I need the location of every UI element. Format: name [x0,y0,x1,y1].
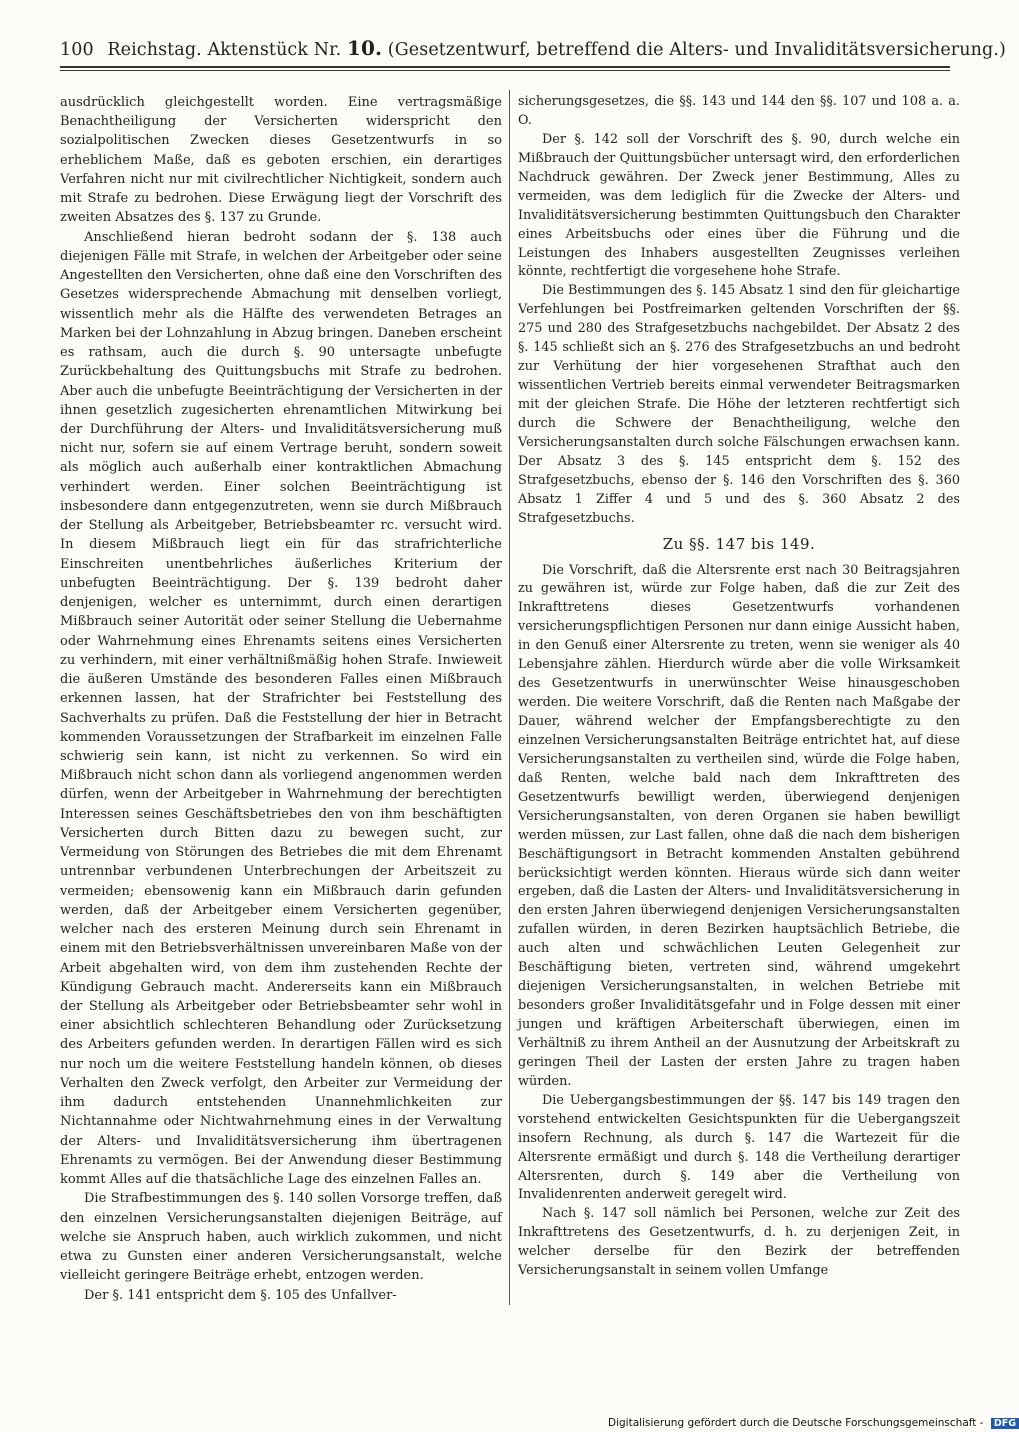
section-heading: Zu §§. 147 bis 149. [662,534,816,553]
paragraph: Die Bestimmungen des §. 145 Absatz 1 sind den für gleichartige Verfehlungen bei Postfreimarken geltenden Vorschriften der §§. 275 und 280 des Strafgesetzbuchs nachgebildet. Der Absatz 2 des §. 145 schließt sich an §. 276 des Strafgesetzbuchs an und bedroht zur Verhütung der hier vorgesehenen Strafthat auch den wissentlichen Vertrieb bereits einmal verwendeter Beitragsmarken mit der gleichen Strafe. Die Höhe der letzteren rechtfertigt sich durch die Schwere der Benachtheiligung, welche den Versicherungsanstalten durch solche Fälschungen erwachsen kann. Der Absatz 3 des §. 145 entspricht dem §. 152 des Strafgesetzbuchs, ebenso der §. 146 den Vorschriften des §. 360 Absatz 1 Ziffer 4 und 5 und des §. 360 Absatz 2 des Strafgesetzbuchs. [518,283,960,526]
paragraph: sicherungsgesetzes, die §§. 143 und 144 den §§. 107 und 108 a. a. O. [518,94,960,128]
right-column [518,93,960,1281]
page-header [60,36,1006,60]
header-rule-bottom [60,70,950,71]
header-rule-top [60,66,950,68]
paragraph: Der §. 141 entspricht dem §. 105 des Unfallver- [84,1287,397,1303]
header-title: (Gesetzentwurf, betreffend die Alters- und Invaliditätsversicherung.) [387,40,1006,60]
paragraph: ausdrücklich gleichgestellt worden. Eine vertragsmäßige Benachtheiligung der Versicherten widerspricht den sozialpolitischen Zwecken dieses Gesetzentwurfs in so erheblichem Maße, daß es geboten erschien, ein derartiges Verfahren nicht nur mit civilrechtlicher Nichtigkeit, sondern auch mit Strafe zu bedrohen. Diese Erwägung liegt der Vorschrift des zweiten Absatzes des §. 137 zu Grunde. [60,95,502,226]
paragraph: Die Uebergangsbestimmungen der §§. 147 bis 149 tragen den vorstehend entwickelten Gesichtspunkten für die Uebergangszeit insofern Rechnung, als durch §. 147 die Wartezeit für die Altersrente ermäßigt und durch §. 148 die Vertheilung derartiger Altersrenten, durch §. 149 aber die Vertheilung von Invalidenrenten anderweit geregelt wird. [518,1092,960,1203]
page-number: 100 [60,40,94,60]
digitization-footer [608,1417,1019,1429]
paragraph: Der §. 142 soll der Vorschrift des §. 90, durch welche ein Mißbrauch der Quittungsbücher untersagt wird, den erforderlichen Nachdruck gewähren. Der Zweck jener Bestimmung, Alles zu vermeiden, was dem lediglich für die Zwecke der Alters- und Invaliditätsversicherung bestimmten Quittungsbuch den Charakter eines Arbeitsbuchs oder eines über die Führung und die Leistungen des Inhabers ausgestellten Zeugnisses verleihen könnte, rechtfertigt die vorgesehene hohe Strafe. [518,131,960,280]
paragraph: Die Vorschrift, daß die Altersrente erst nach 30 Beitragsjahren zu gewähren ist, würde zur Folge haben, daß die zur Zeit des Inkrafttretens dieses Gesetzentwurfs vorhandenen versicherungspflichtigen Personen nur dann einige Aussicht haben, in den Genuß einer Altersrente zu treten, wenn sie weniger als 40 Lebensjahre zählen. Hierdurch würde aber die volle Wirksamkeit des Gesetzentwurfs in unerwünschter Weise hinausgeschoben werden. Die weitere Vorschrift, daß die Renten nach Maßgabe der Dauer, während welcher der Empfangsberechtigte zu den einzelnen Versicherungsanstalten Beiträge entrichtet hat, auf diese Versicherungsanstalten zu vertheilen sind, würde die Folge haben, daß Renten, welche bald nach dem Inkrafttreten des Gesetzentwurfs bewilligt werden, überwiegend denjenigen Versicherungsanstalten, von deren Organen sie haben bewilligt werden müssen, zur Last fallen, ohne daß die nach dem bisherigen Beschäftigungsort in Betracht kommenden Anstalten gebührend berücksichtigt werden könnten. Hieraus würde sich dann weiter ergeben, daß die Lasten der Alters- und Invaliditätsversicherung in den ersten Jahren überwiegend denjenigen Versicherungsanstalten zufallen würden, in deren Bezirken hauptsächlich Betriebe, die auch alten und schwächlichen Leuten Gelegenheit zur Beschäftigung bieten, vertreten sind, während umgekehrt diejenigen Versicherungsanstalten, in welchen Betriebe mit besonders großer Invaliditätsgefahr und in Folge dessen mit einer jungen und kräftigen Arbeiterschaft überwiegen, einen im Verhältniß zu ihrem Antheil an der Ausnutzung der Arbeitskraft zu geringen Theil der Lasten der ersten Jahre zu tragen haben würden. [518,562,960,1089]
footer-text: Digitalisierung gefördert durch die Deutsche Forschungsgemeinschaft - [608,1417,984,1429]
column-divider [509,90,510,1305]
paragraph: Anschließend hieran bedroht sodann der §. 138 auch diejenigen Fälle mit Strafe, in welchen der Arbeitgeber oder seine Angestellten den Versicherten, ohne daß eine den Vorschriften des Gesetzes widersprechende Abmachung mit denselben vorliegt, wissentlich mehr als die Hälfte des verwendeten Betrages an Marken bei der Lohnzahlung in Abzug bringen. Daneben erscheint es rathsam, auch die durch §. 90 untersagte unbefugte Zurückbehaltung des Quittungsbuchs mit Strafe zu bedrohen. Aber auch die unbefugte Beeinträchtigung der Versicherten in der ihnen gesetzlich zugesicherten ehrenamtlichen Mitwirkung bei der Durchführung der Alters- und Invaliditätsversicherung muß nicht nur, sofern sie auf einem Vertrage beruht, sondern soweit als möglich auch außerhalb einer kontraktlichen Abmachung verhindert werden. Einer solchen Beeinträchtigung ist insbesondere dann entgegenzutreten, wenn sie durch Mißbrauch der Stellung als Arbeitgeber, Betriebsbeamter rc. versucht wird. In diesem Mißbrauch liegt ein für das strafrichterliche Einschreiten unentbehrliches äußerliches Kriterium der unbefugten Beeinträchtigung. Der §. 139 bedroht daher denjenigen, welcher es unternimmt, durch einen derartigen Mißbrauch seiner Autorität oder seiner Stellung die Uebernahme oder Wahrnehmung eines Ehrenamts seitens eines Versicherten zu verhindern, mit einer verhältnißmäßig hohen Strafe. Inwieweit die äußeren Umstände des besonderen Falles einen Mißbrauch erkennen lassen, hat der Strafrichter bei Feststellung des Sachverhalts zu prüfen. Daß die Feststellung der hier in Betracht kommenden Voraussetzungen der Strafbarkeit im einzelnen Falle schwierig sein kann, ist nicht zu verkennen. So wird ein Mißbrauch nicht schon dann als vorliegend angenommen werden dürfen, wenn der Arbeitgeber in Wahrnehmung der berechtigten Interessen seines Geschäftsbetriebes den von ihm beschäftigten Versicherten durch Bitten dazu zu bewegen sucht, zur Vermeidung von Störungen des Betriebes die mit dem Ehrenamt untrennbar verbundenen Unterbrechungen der Arbeitszeit zu vermeiden; ebensowenig kann ein Mißbrauch darin gefunden werden, daß der Arbeitgeber einem Versicherten gegenüber, welcher nach des ersteren Meinung durch sein Ehrenamt in einem mit den Betriebsverhältnissen unvereinbaren Maße von der Arbeit abgehalten wird, von dem ihm zustehenden Rechte der Kündigung Gebrauch macht. Andererseits kann ein Mißbrauch der Stellung als Arbeitgeber oder Betriebsbeamter sehr wohl in einer absichtlich schlechteren Behandlung oder Zurücksetzung des Arbeiters gefunden werden. In derartigen Fällen wird es sich nur noch um die weitere Feststellung handeln können, ob dieses Verhalten den Zweck verfolgt, den Arbeiter zur Vermeidung der ihm dadurch entstehenden Unannehmlichkeiten zur Nichtannahme oder Nichtwahrnehmung eines in der Verwaltung der Alters- und Invaliditätsversicherung ihm übertragenen Ehrenamts zu vermögen. Bei der Anwendung dieser Bestimmung kommt Alles auf die thatsächliche Lage des einzelnen Falles an. [60,229,502,1188]
dfg-logo: DFG [991,1418,1019,1429]
paragraph: Die Strafbestimmungen des §. 140 sollen Vorsorge treffen, daß den einzelnen Versicherungsanstalten diejenigen Beiträge, auf welche sie Anspruch haben, auch wirklich zukommen, und nicht etwa zu Gunsten einer anderen Versicherungsanstalt, welche vielleicht geringere Beiträge erhebt, entzogen werden. [60,1191,502,1284]
left-column [60,93,502,1305]
document-number: 10. [347,36,383,60]
paragraph: Nach §. 147 soll nämlich bei Personen, welche zur Zeit des Inkrafttretens des Gesetzentwurfs, d. h. zu derjenigen Zeit, in welcher derselbe für den Bezirk der betreffenden Versicherungsanstalt in seinem vollen Umfange [518,1206,960,1279]
header-prefix: Reichstag. Aktenstück Nr. [107,40,342,60]
